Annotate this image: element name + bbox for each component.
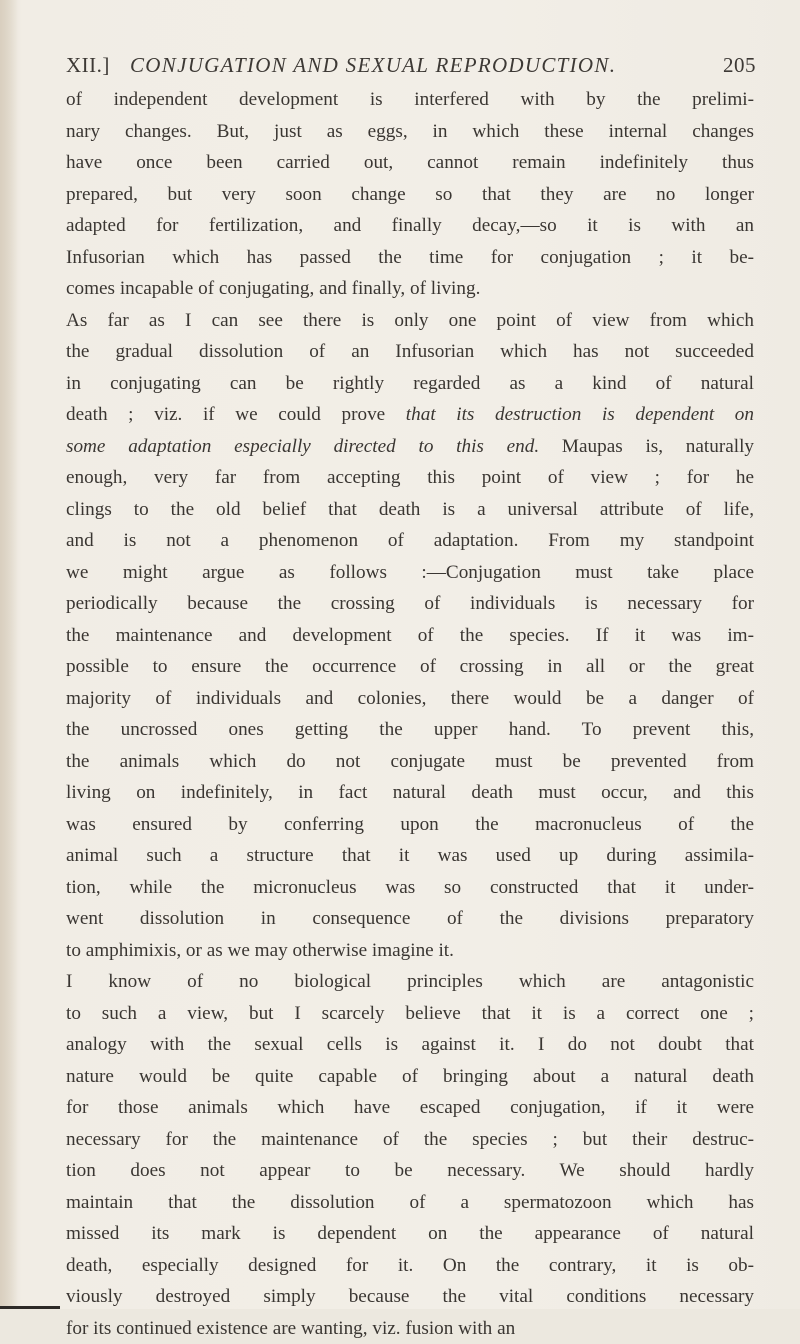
text-line: went dissolution in consequence of the divisions preparatory <box>66 903 754 935</box>
text-segment: death ; viz. if we could prove <box>66 404 406 425</box>
running-header <box>66 48 756 82</box>
text-line: in conjugating can be rightly regarded as a kind of natural <box>66 368 754 400</box>
text-line: tion does not appear to be necessary. We should hardly <box>66 1155 754 1187</box>
text-line: adapted for fertilization, and finally decay,—so it is with an <box>66 210 754 242</box>
text-line: and is not a phenomenon of adaptation. From my standpoint <box>66 525 754 557</box>
binding-gutter-shadow <box>0 0 18 1309</box>
text-line: I know of no biological principles which are antagonistic <box>66 966 754 998</box>
text-line: the gradual dissolution of an Infusorian which has not succeeded <box>66 336 754 368</box>
italic-segment: that its destruction is dependent on <box>406 404 754 425</box>
text-line: As far as I can see there is only one point of view from which <box>66 305 754 337</box>
text-line: viously destroyed simply because the vital conditions necessary <box>66 1281 754 1313</box>
text-line: possible to ensure the occurrence of crossing in all or the great <box>66 651 754 683</box>
text-line: the uncrossed ones getting the upper hand. To prevent this, <box>66 714 754 746</box>
text-line: to amphimixis, or as we may otherwise imagine it. <box>66 935 754 967</box>
text-line: nary changes. But, just as eggs, in which these internal changes <box>66 116 754 148</box>
text-line: nature would be quite capable of bringing about a natural death <box>66 1061 754 1093</box>
chapter-number: XII.] <box>66 48 110 82</box>
text-line: have once been carried out, cannot remain indefinitely thus <box>66 147 754 179</box>
text-line: for its continued existence are wanting, viz. fusion with an <box>66 1313 754 1344</box>
text-line: prepared, but very soon change so that they are no longer <box>66 179 754 211</box>
text-line <box>66 399 754 431</box>
text-line: we might argue as follows :—Conjugation must take place <box>66 557 754 589</box>
text-line: death, especially designed for it. On the contrary, it is ob- <box>66 1250 754 1282</box>
text-line: necessary for the maintenance of the species ; but their destruc- <box>66 1124 754 1156</box>
text-line: animal such a structure that it was used up during assimila- <box>66 840 754 872</box>
text-line: tion, while the micronucleus was so constructed that it under- <box>66 872 754 904</box>
text-line: clings to the old belief that death is a universal attribute of life, <box>66 494 754 526</box>
text-segment: Maupas is, naturally <box>539 436 754 457</box>
text-line: to such a view, but I scarcely believe that it is a correct one ; <box>66 998 754 1030</box>
text-line: Infusorian which has passed the time for conjugation ; it be- <box>66 242 754 274</box>
text-line: analogy with the sexual cells is against it. I do not doubt that <box>66 1029 754 1061</box>
text-line: majority of individuals and colonies, there would be a danger of <box>66 683 754 715</box>
text-line: maintain that the dissolution of a spermatozoon which has <box>66 1187 754 1219</box>
text-line: living on indefinitely, in fact natural death must occur, and this <box>66 777 754 809</box>
text-line: comes incapable of conjugating, and finally, of living. <box>66 273 754 305</box>
running-title: CONJUGATION AND SEXUAL REPRODUCTION. <box>130 48 616 82</box>
text-line: was ensured by conferring upon the macronucleus of the <box>66 809 754 841</box>
page-number: 205 <box>723 48 756 82</box>
text-line: missed its mark is dependent on the appearance of natural <box>66 1218 754 1250</box>
text-line: the animals which do not conjugate must be prevented from <box>66 746 754 778</box>
text-line: of independent development is interfered with by the prelimi- <box>66 84 754 116</box>
body-text <box>66 84 754 1344</box>
text-line: enough, very far from accepting this point of view ; for he <box>66 462 754 494</box>
italic-segment: some adaptation especially directed to this end. <box>66 436 539 457</box>
text-line <box>66 431 754 463</box>
text-line: periodically because the crossing of individuals is necessary for <box>66 588 754 620</box>
text-line: the maintenance and development of the species. If it was im- <box>66 620 754 652</box>
text-line: for those animals which have escaped conjugation, if it were <box>66 1092 754 1124</box>
